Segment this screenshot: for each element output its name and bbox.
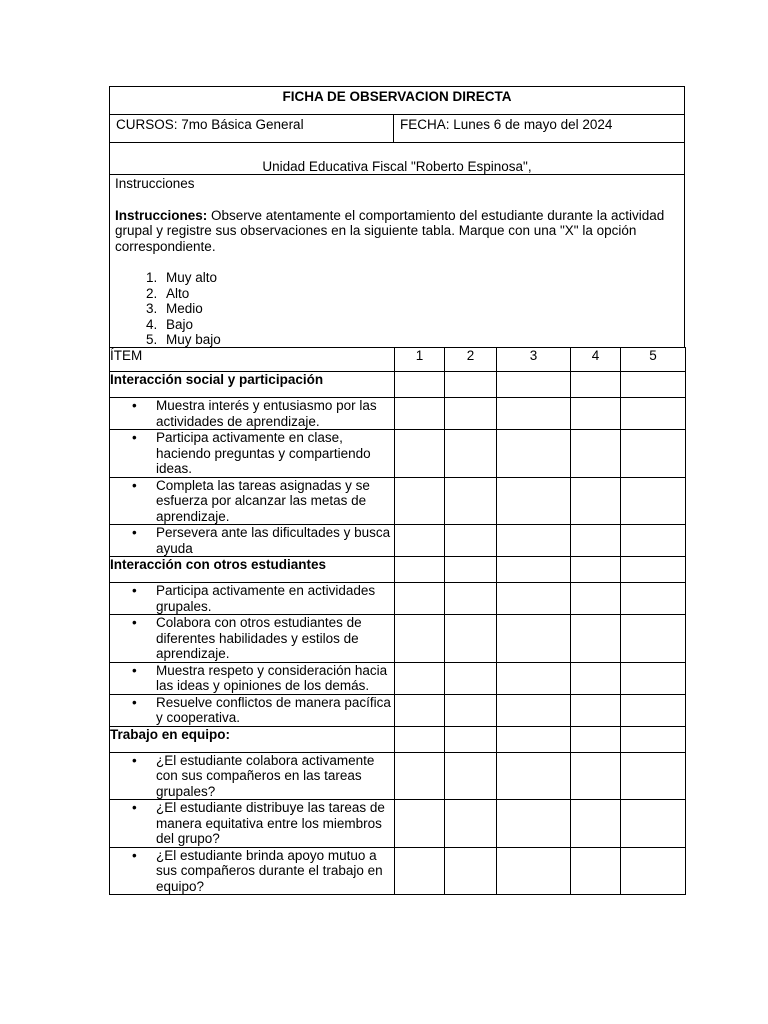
instructions-label: Instrucciones: <box>115 207 208 223</box>
school-name: Unidad Educativa Fiscal "Roberto Espinosa", <box>109 142 685 174</box>
rating-cell[interactable] <box>497 477 571 525</box>
rating-cell[interactable] <box>571 752 621 800</box>
item-text: Participa activamente en actividades grupales. <box>156 583 376 614</box>
rating-cell[interactable] <box>621 557 686 583</box>
scale-item: 2. Alto <box>161 286 679 302</box>
rating-cell[interactable] <box>621 694 686 726</box>
rating-cell[interactable] <box>621 372 686 398</box>
rating-cell[interactable] <box>395 525 445 557</box>
rating-cell[interactable] <box>395 662 445 694</box>
rating-cell[interactable] <box>571 583 621 615</box>
rating-cell[interactable] <box>445 477 497 525</box>
section-row <box>110 726 686 752</box>
column-header: 1 <box>395 348 445 372</box>
item-row <box>110 398 686 430</box>
rating-cell[interactable] <box>395 752 445 800</box>
section-title: Interacción social y participación <box>110 372 395 398</box>
scale-item: 1. Muy alto <box>161 270 679 286</box>
date-field: FECHA: Lunes 6 de mayo del 2024 <box>400 117 613 132</box>
rating-cell[interactable] <box>497 430 571 478</box>
item-text: Completa las tareas asignadas y se esfuerza por alcanzar las metas de aprendizaje. <box>156 477 370 524</box>
item-text: ¿El estudiante distribuye las tareas de manera equitativa entre los miembros del grupo? <box>156 800 385 846</box>
section-row <box>110 557 686 583</box>
item-cell <box>110 694 395 726</box>
rating-cell[interactable] <box>445 662 497 694</box>
rating-cell[interactable] <box>571 847 621 895</box>
item-cell <box>110 662 395 694</box>
rating-cell[interactable] <box>571 477 621 525</box>
table-header-row <box>110 348 686 372</box>
bullet-item <box>110 583 394 614</box>
rating-cell[interactable] <box>445 372 497 398</box>
rating-cell[interactable] <box>497 800 571 848</box>
rating-cell[interactable] <box>395 557 445 583</box>
bullet-item <box>110 848 394 895</box>
rating-cell[interactable] <box>445 752 497 800</box>
rating-cell[interactable] <box>571 430 621 478</box>
scale-item: 5. Muy bajo <box>161 332 679 348</box>
bullet-icon: • <box>132 662 137 678</box>
rating-cell[interactable] <box>445 800 497 848</box>
rating-cell[interactable] <box>571 800 621 848</box>
rating-cell[interactable] <box>445 847 497 895</box>
item-text: Muestra interés y entusiasmo por las actividades de aprendizaje. <box>156 398 377 429</box>
rating-cell[interactable] <box>621 398 686 430</box>
item-cell <box>110 847 395 895</box>
rating-cell[interactable] <box>445 583 497 615</box>
rating-cell[interactable] <box>497 752 571 800</box>
rating-cell[interactable] <box>395 694 445 726</box>
bullet-item <box>110 800 394 847</box>
bullet-icon: • <box>132 430 137 445</box>
rating-cell[interactable] <box>621 615 686 663</box>
bullet-item <box>110 615 394 662</box>
rating-cell[interactable] <box>445 557 497 583</box>
column-header: 5 <box>621 348 686 372</box>
rating-cell[interactable] <box>621 726 686 752</box>
instructions-heading: Instrucciones <box>115 176 195 191</box>
column-header: 2 <box>445 348 497 372</box>
item-cell <box>110 525 395 557</box>
bullet-item <box>110 398 394 429</box>
rating-cell[interactable] <box>621 477 686 525</box>
rating-cell[interactable] <box>395 430 445 478</box>
rating-cell[interactable] <box>571 525 621 557</box>
bullet-icon: • <box>132 525 137 540</box>
bullet-icon: • <box>132 847 137 863</box>
item-row <box>110 800 686 848</box>
item-text: Persevera ante las dificultades y busca ayuda <box>156 525 391 556</box>
item-row <box>110 430 686 478</box>
rating-cell[interactable] <box>621 525 686 557</box>
instructions-block <box>109 174 685 347</box>
column-header: 4 <box>571 348 621 372</box>
rating-cell[interactable] <box>621 583 686 615</box>
item-row <box>110 847 686 895</box>
bullet-icon: • <box>132 477 137 493</box>
course-date-row <box>109 114 685 142</box>
rating-cell[interactable] <box>497 525 571 557</box>
rating-cell[interactable] <box>497 398 571 430</box>
bullet-item <box>110 695 394 726</box>
bullet-item <box>110 753 394 800</box>
item-row <box>110 583 686 615</box>
bullet-icon: • <box>132 694 137 710</box>
bullet-item <box>110 525 394 556</box>
course-field: CURSOS: 7mo Básica General <box>110 115 394 142</box>
rating-cell[interactable] <box>395 847 445 895</box>
item-row <box>110 662 686 694</box>
item-text: Muestra respeto y consideración hacia las ideas y opiniones de los demás. <box>156 662 388 693</box>
rating-cell[interactable] <box>497 847 571 895</box>
bullet-icon: • <box>132 800 137 815</box>
item-cell <box>110 615 395 663</box>
column-header: 3 <box>497 348 571 372</box>
bullet-icon: • <box>132 583 137 598</box>
rating-cell[interactable] <box>571 694 621 726</box>
rating-cell[interactable] <box>445 398 497 430</box>
rating-cell[interactable] <box>395 800 445 848</box>
item-cell <box>110 583 395 615</box>
scale-item: 4. Bajo <box>161 317 679 333</box>
item-text: ¿El estudiante colabora activamente con sus compañeros en las tareas grupales? <box>156 752 375 799</box>
rating-cell[interactable] <box>571 726 621 752</box>
bullet-icon: • <box>132 398 137 413</box>
document-title: FICHA DE OBSERVACION DIRECTA <box>109 86 685 114</box>
item-row <box>110 477 686 525</box>
item-row <box>110 525 686 557</box>
item-cell <box>110 800 395 848</box>
rating-cell[interactable] <box>445 694 497 726</box>
section-row <box>110 372 686 398</box>
item-cell <box>110 477 395 525</box>
item-row <box>110 752 686 800</box>
item-text: ¿El estudiante brinda apoyo mutuo a sus compañeros durante el trabajo en equipo? <box>156 847 383 894</box>
item-text: Colabora con otros estudiantes de diferentes habilidades y estilos de aprendizaje. <box>156 615 362 661</box>
bullet-item <box>110 430 394 477</box>
section-title: Trabajo en equipo: <box>110 726 395 752</box>
rating-cell[interactable] <box>497 615 571 663</box>
item-header: ÍTEM <box>110 348 395 372</box>
rating-cell[interactable] <box>497 662 571 694</box>
rating-cell[interactable] <box>621 662 686 694</box>
item-row <box>110 694 686 726</box>
bullet-icon: • <box>132 615 137 630</box>
rating-cell[interactable] <box>395 615 445 663</box>
instructions-paragraph <box>115 208 679 255</box>
bullet-icon: • <box>132 752 137 768</box>
rating-cell[interactable] <box>445 430 497 478</box>
item-text: Resuelve conflictos de manera pacífica y cooperativa. <box>156 694 391 725</box>
instructions-text: Observe atentamente el comportamiento del estudiante durante la actividad grupal y registre sus observaciones en la siguiente tabla. Marque con una "X" la opción correspondiente. <box>115 207 665 254</box>
item-cell <box>110 430 395 478</box>
observation-sheet <box>109 86 685 895</box>
rating-cell[interactable] <box>621 430 686 478</box>
rating-cell[interactable] <box>395 583 445 615</box>
item-cell <box>110 398 395 430</box>
observation-table <box>109 347 686 895</box>
rating-cell[interactable] <box>395 372 445 398</box>
rating-cell[interactable] <box>497 583 571 615</box>
item-cell <box>110 752 395 800</box>
rating-cell[interactable] <box>445 525 497 557</box>
rating-cell[interactable] <box>497 694 571 726</box>
section-title: Interacción con otros estudiantes <box>110 557 395 583</box>
item-row <box>110 615 686 663</box>
rating-cell[interactable] <box>621 800 686 848</box>
item-text: Participa activamente en clase, haciendo preguntas y compartiendo ideas. <box>156 430 371 476</box>
rating-cell[interactable] <box>571 398 621 430</box>
rating-cell[interactable] <box>621 847 686 895</box>
rating-cell[interactable] <box>571 557 621 583</box>
bullet-item <box>110 478 394 525</box>
rating-cell[interactable] <box>571 662 621 694</box>
rating-cell[interactable] <box>395 398 445 430</box>
rating-scale-list <box>115 270 679 348</box>
bullet-item <box>110 663 394 694</box>
rating-cell[interactable] <box>395 726 445 752</box>
rating-cell[interactable] <box>497 557 571 583</box>
rating-cell[interactable] <box>621 752 686 800</box>
rating-cell[interactable] <box>497 726 571 752</box>
rating-cell[interactable] <box>445 615 497 663</box>
rating-cell[interactable] <box>571 615 621 663</box>
rating-cell[interactable] <box>395 477 445 525</box>
scale-item: 3. Medio <box>161 301 679 317</box>
rating-cell[interactable] <box>571 372 621 398</box>
rating-cell[interactable] <box>445 726 497 752</box>
rating-cell[interactable] <box>497 372 571 398</box>
